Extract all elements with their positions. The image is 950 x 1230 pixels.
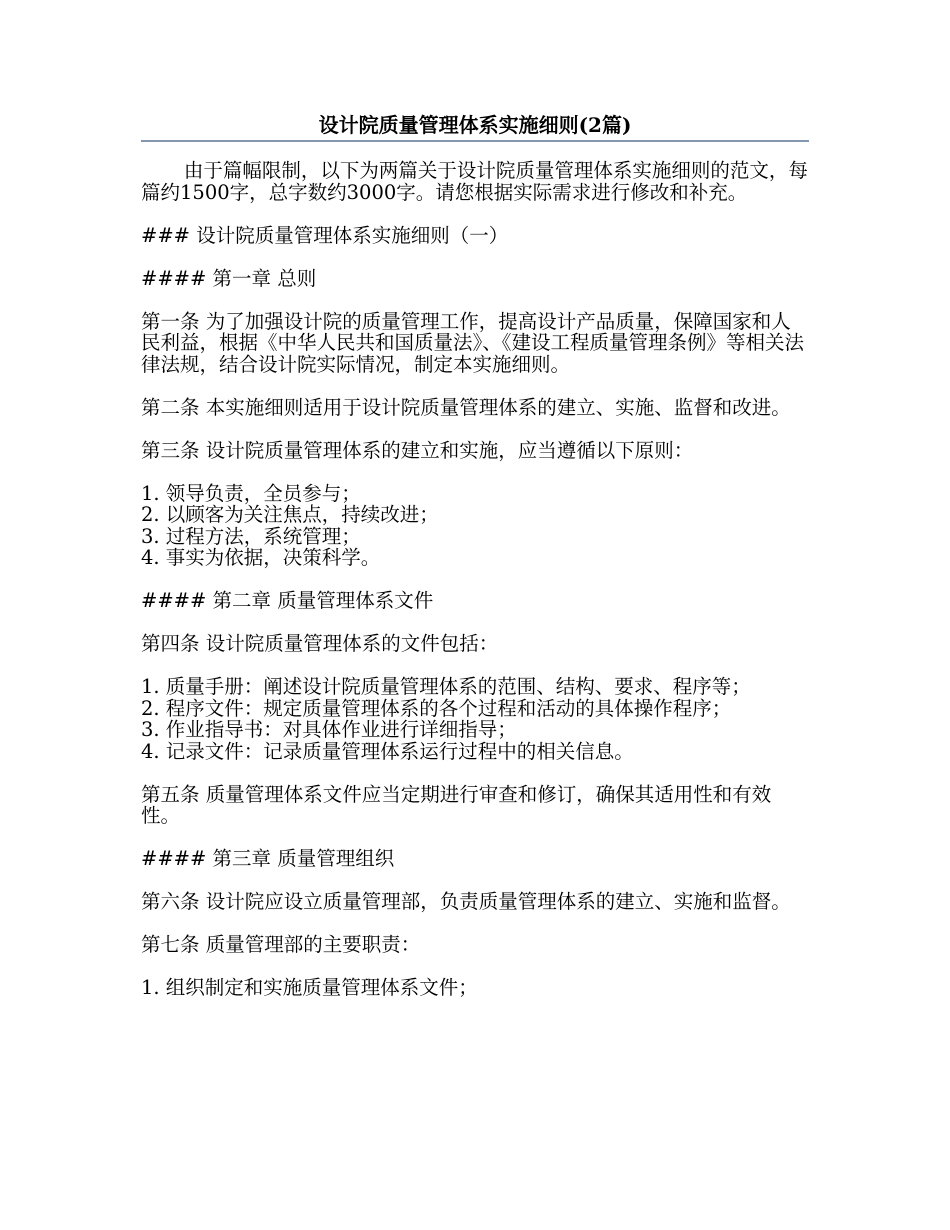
article-1: 第一条 为了加强设计院的质量管理工作，提高设计产品质量，保障国家和人民利益，根据《中华人民共和国质量法》、《建设工程质量管理条例》等相关法律法规，结合设计院实际情况，制定本实施细则。 <box>141 309 805 376</box>
article-6: 第六条 设计院应设立质量管理部，负责质量管理体系的建立、实施和监督。 <box>141 890 791 913</box>
document-title: 设计院质量管理体系实施细则(2篇) <box>318 113 632 137</box>
list-item: 2. 程序文件：规定质量管理体系的各个过程和活动的具体操作程序； <box>141 696 732 720</box>
chapter2-heading: #### 第二章 质量管理体系文件 <box>141 589 434 612</box>
list-item: 2. 以顾客为关注焦点，持续改进； <box>141 503 439 526</box>
list-item: 1. 领导负责，全员参与； <box>141 481 361 505</box>
chapter3-heading: #### 第三章 质量管理组织 <box>141 847 395 870</box>
document-body <box>141 160 809 1020</box>
article-7: 第七条 质量管理部的主要职责： <box>141 933 421 956</box>
list-item: 1. 质量手册：阐述设计院质量管理体系的范围、结构、要求、程序等； <box>141 675 751 698</box>
intro-paragraph: 由于篇幅限制，以下为两篇关于设计院质量管理体系实施细则的范文，每篇约1500字，总字数约3000字。请您根据实际需求进行修改和补充。 <box>141 159 808 204</box>
documents-list <box>141 676 809 762</box>
article-2: 第二条 本实施细则适用于设计院质量管理体系的建立、实施、监督和改进。 <box>141 395 791 419</box>
article-4: 第四条 设计院质量管理体系的文件包括： <box>141 632 499 655</box>
title-underline <box>141 140 809 142</box>
list-item: 4. 记录文件：记录质量管理体系运行过程中的相关信息。 <box>141 739 634 763</box>
title-block <box>141 112 809 142</box>
article-5: 第五条 质量管理体系文件应当定期进行审查和修订，确保其适用性和有效性。 <box>141 782 772 827</box>
list-item: 1. 组织制定和实施质量管理体系文件； <box>141 976 478 999</box>
list-item: 3. 过程方法，系统管理； <box>141 524 361 548</box>
list-item: 4. 事实为依据，决策科学。 <box>141 546 381 569</box>
part1-heading: ### 设计院质量管理体系实施细则（一） <box>141 223 509 247</box>
principles-list <box>141 483 809 569</box>
list-item: 3. 作业指导书：对具体作业进行详细指导； <box>141 718 517 741</box>
article-3: 第三条 设计院质量管理体系的建立和实施，应当遵循以下原则： <box>141 438 694 462</box>
chapter1-heading: #### 第一章 总则 <box>141 266 317 290</box>
duties-list <box>141 977 809 999</box>
